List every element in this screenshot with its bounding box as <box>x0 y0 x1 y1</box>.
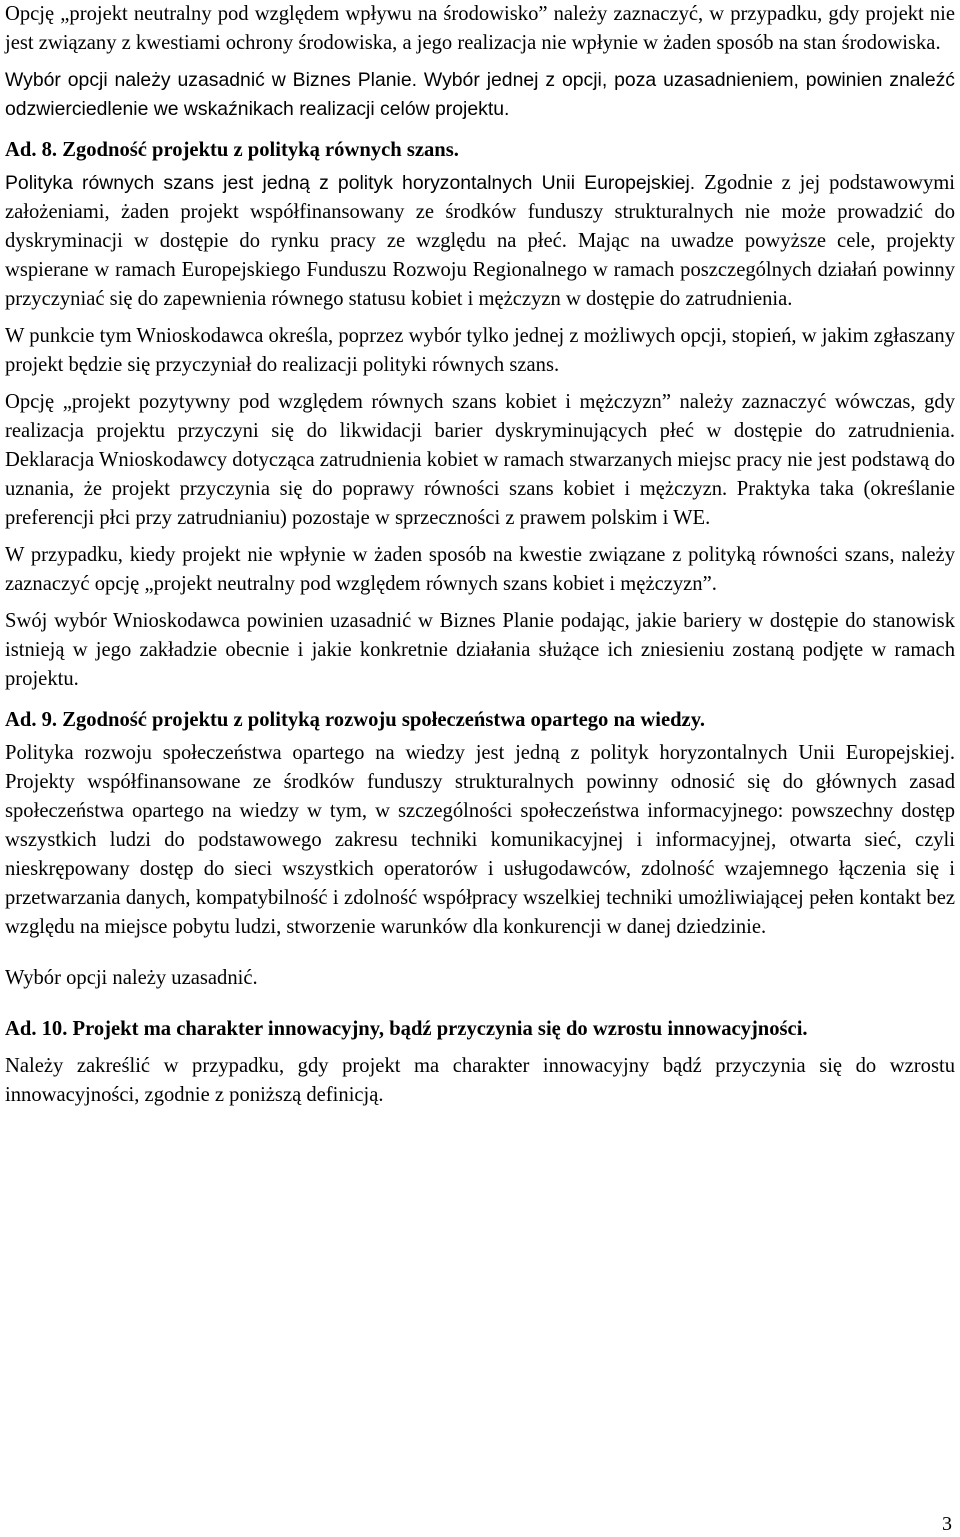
page-number: 3 <box>942 1513 952 1535</box>
paragraph-applicant-degree: W punkcie tym Wnioskodawca określa, poprzez wybór tylko jednej z możliwych opcji, stopień, w jakim zgłaszany projekt będzie się przyczyniał do realizacji polityki równych szans. <box>5 325 955 376</box>
equal-opportunities-body: Zgodnie z jej podstawowymi założeniami, żaden projekt współfinansowany ze środków funduszy strukturalnych nie może prowadzić do dyskryminacji w dostępie do rynku pracy ze względu na płeć. Mając na uwadze powyższe cele, projekty wspierane w ramach Europejskiego Funduszu Rozwoju Regionalnego w ramach poszczególnych działań powinny przyczyniać się do zapewnienia równego statusu kobiet i mężczyzn w dostępie do zatrudnienia. <box>5 172 955 310</box>
paragraph-neutral-option: W przypadku, kiedy projekt nie wpłynie w żaden sposób na kwestie związane z polityką równości szans, należy zaznaczyć opcję „projekt neutralny pod względem równych szans kobiet i mężczyzn”. <box>5 544 955 595</box>
equal-opportunities-lead: Polityka równych szans jest jedną z polityk horyzontalnych Unii Europejskiej. <box>5 172 696 194</box>
paragraph-knowledge-society: Polityka rozwoju społeczeństwa opartego na wiedzy jest jedną z polityk horyzontalnych Unii Europejskiej. Projekty współfinansowane ze środków funduszy strukturalnych powinny odnosić się do głównych zasad społeczeństwa opartego na wiedzy w tym, w szczególności społeczeństwa informacyjnego: powszechny dostęp wszystkich ludzi do podstawowego zakresu techniki komunikacyjnej i informacyjnej, otwarta sieć, czyli nieskrępowany dostęp do sieci wszystkich operatorów i usługodawców, zdolność wzajemnego łączenia się i przetwarzania danych, kompatybilność i zdolność współpracy wszelkiej techniki umożliwiającej pełen kontakt bez względu na miejsce pobytu ludzi, stworzenie warunków dla konkurencji w danej dziedzinie. <box>5 742 955 938</box>
paragraph-justify-choice-2: Wybór opcji należy uzasadnić. <box>5 967 258 989</box>
heading-ad10: Ad. 10. Projekt ma charakter innowacyjny, bądź przyczynia się do wzrostu innowacyjności. <box>5 1018 808 1040</box>
paragraph-positive-option: Opcję „projekt pozytywny pod względem równych szans kobiet i mężczyzn” należy zaznaczyć wówczas, gdy realizacja projektu przyczyni się do likwidacji barier dyskryminujących płeć w dostępie do zatrudnienia. Deklaracja Wnioskodawcy dotycząca zatrudnienia kobiet w ramach stwarzanych miejsc pracy nie jest podstawą do uznania, że projekt przyczynia się do poprawy równości szans kobiet i mężczyzn. Praktyka taka (określanie preferencji płci przy zatrudnianiu) pozostaje w sprzeczności z prawem polskim i WE. <box>5 391 955 529</box>
paragraph-innovation: Należy zakreślić w przypadku, gdy projekt ma charakter innowacyjny bądź przyczynia się do wzrostu innowacyjności, zgodnie z poniższą definicją. <box>5 1055 955 1106</box>
paragraph-justify-choice: Wybór opcji należy uzasadnić w Biznes Planie. Wybór jednej z opcji, poza uzasadnieniem, powinien znaleźć odzwierciedlenie we wskaźnikach realizacji celów projektu. <box>5 69 955 120</box>
paragraph-neutral-environment: Opcję „projekt neutralny pod względem wpływu na środowisko” należy zaznaczyć, w przypadku, gdy projekt nie jest związany z kwestiami ochrony środowiska, a jego realizacja nie wpłynie w żaden sposób na stan środowiska. <box>5 3 955 54</box>
heading-ad9: Ad. 9. Zgodność projektu z polityką rozwoju społeczeństwa opartego na wiedzy. <box>5 709 706 731</box>
heading-ad8: Ad. 8. Zgodność projektu z polityką równych szans. <box>5 139 459 161</box>
paragraph-justify-business-plan: Swój wybór Wnioskodawca powinien uzasadnić w Biznes Planie podając, jakie bariery w dostępie do stanowisk istnieją w jego zakładzie obecnie i jakie konkretnie działania służące ich zniesieniu zostaną podjęte w ramach projektu. <box>5 610 955 690</box>
document-page <box>5 0 955 1110</box>
paragraph-equal-opportunities <box>5 169 955 314</box>
